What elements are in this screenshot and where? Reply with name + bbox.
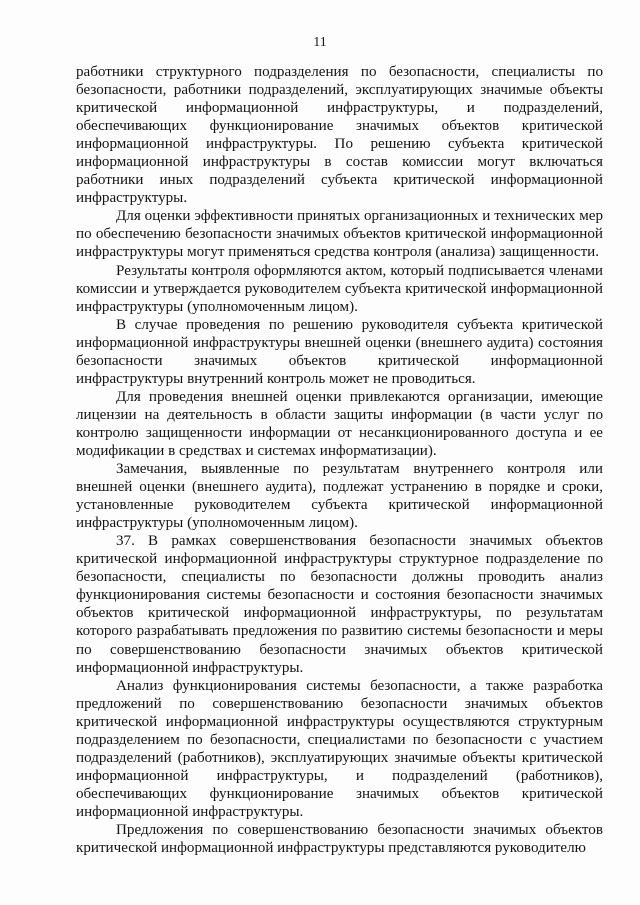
paragraph-item-37: 37. В рамках совершенствования безопасности значимых объектов критической информационной инфраструктуры структурное подразделение по безопасности, специалисты по безопасности должны проводить анализ функционирования системы безопасности и состояния безопасности значимых объектов критической информационной инфраструктуры, по результатам которого разрабатывать предложения по развитию системы безопасности и меры по совершенствованию безопасности значимых объектов критической информационной инфраструктуры.: [76, 533, 603, 676]
paragraph: Для оценки эффективности принятых организационных и технических мер по обеспечению безопасности значимых объектов критической информационной инфраструктуры могут применяться средства контроля (анализа) защищенности.: [76, 208, 603, 261]
paragraph: Результаты контроля оформляются актом, который подписывается членами комиссии и утверждается руководителем субъекта критической информационной инфраструктуры (уполномоченным лицом).: [76, 262, 603, 315]
paragraph-continuation: работники структурного подразделения по безопасности, специалисты по безопасности, работники подразделений, эксплуатирующих значимые объекты критической информационной инфраструктуры, и подразделений, обеспечивающих функционирование значимых объектов критической информационной инфраструктуры. По решению субъекта критической информационной инфраструктуры в состав комиссии могут включаться работники иных подразделений субъекта критической информационной инфраструктуры.: [76, 64, 603, 207]
document-body: [76, 63, 603, 857]
paragraph: Для проведения внешней оценки привлекаются организации, имеющие лицензии на деятельность в области защиты информации (в части услуг по контролю защищенности информации от несанкционированного доступа и ее модификации в средствах и системах информатизации).: [76, 388, 603, 459]
paragraph: В случае проведения по решению руководителя субъекта критической информационной инфраструктуры внешней оценки (внешнего аудита) состояния безопасности значимых объектов критической информационной инфраструктуры внутренний контроль может не проводиться.: [76, 316, 603, 387]
paragraph: Замечания, выявленные по результатам внутреннего контроля или внешней оценки (внешнего аудита), подлежат устранению в порядке и сроки, установленные руководителем субъекта критической информационной инфраструктуры (уполномоченным лицом).: [76, 461, 603, 532]
paragraph: Анализ функционирования системы безопасности, а также разработка предложений по совершенствованию безопасности значимых объектов критической информационной инфраструктуры осуществляются структурным подразделением по безопасности, специалистами по безопасности с участием подразделений (работников), эксплуатирующих значимые объекты критической информационной инфраструктуры, и подразделений (работников), обеспечивающих функционирование значимых объектов критической информационной инфраструктуры.: [76, 677, 603, 820]
paragraph: Предложения по совершенствованию безопасности значимых объектов критической информационной инфраструктуры представляются руководителю: [76, 821, 603, 857]
page-number: 11: [313, 35, 327, 50]
